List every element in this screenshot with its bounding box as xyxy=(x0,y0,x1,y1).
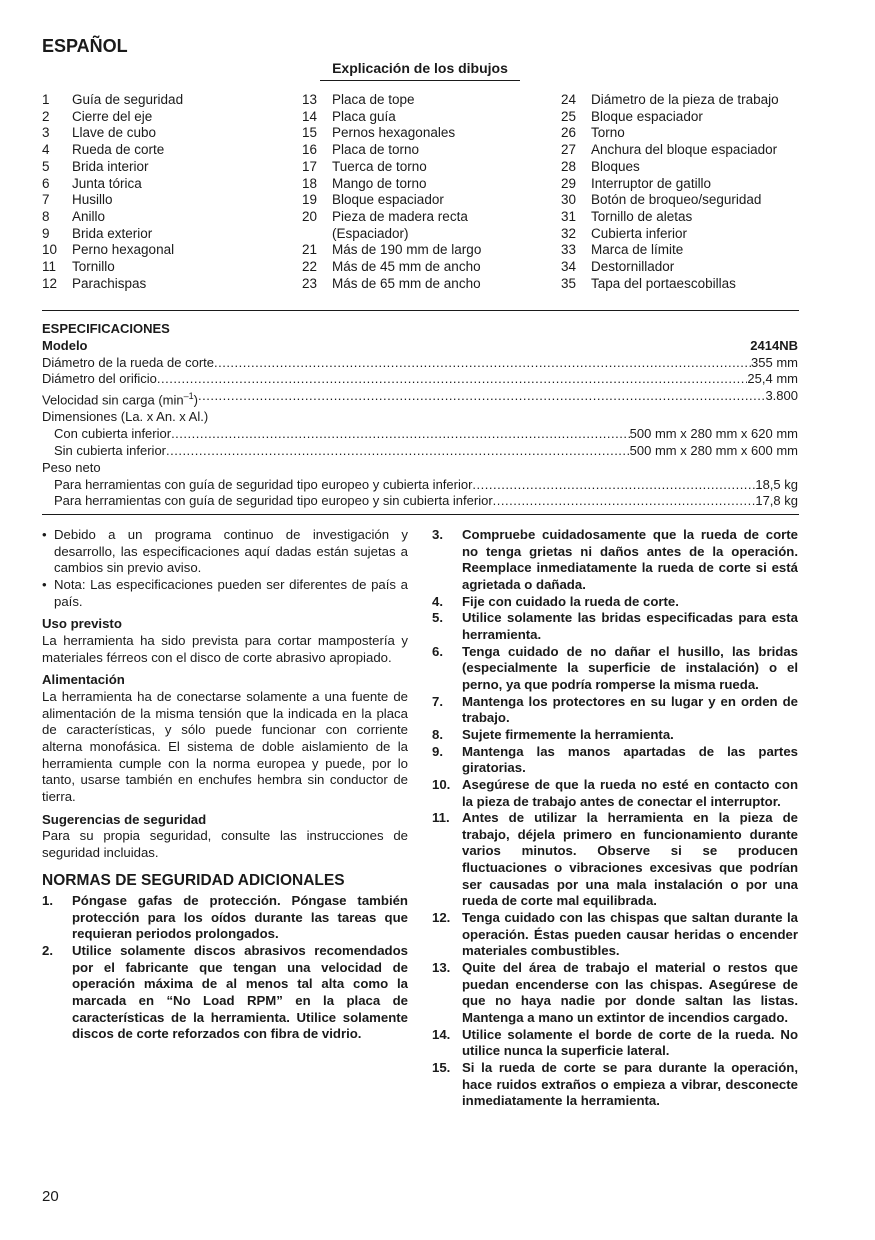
legend-item-number: 26 xyxy=(561,125,577,141)
rule-number: 1. xyxy=(42,893,53,909)
legend-item-label: Parachispas xyxy=(72,275,147,291)
legend-item-label: Bloque espaciador xyxy=(332,192,444,208)
legend-item-number: 17 xyxy=(302,158,318,174)
rule-text: Utilice solamente el borde de corte de la rueda. No utilice nunca la superficie lateral. xyxy=(462,1026,798,1059)
spec-label: Con cubierta inferior xyxy=(54,426,172,442)
spec-row xyxy=(42,493,798,510)
spec-value: 500 mm x 280 mm x 620 mm xyxy=(629,426,798,442)
safety-rules-list-left xyxy=(42,893,408,1043)
leader-dots xyxy=(166,443,630,460)
legend-item-label: Tornillo de aletas xyxy=(591,208,693,224)
spec-label: Para herramientas con guía de seguridad tipo europeo y cubierta inferior xyxy=(54,476,473,492)
legend-item-number xyxy=(302,226,332,243)
rule-number: 10. xyxy=(432,776,451,792)
rule-text: Tenga cuidado de no dañar el husillo, las bridas (especialmente la superficie de instalación) o el perno, ya que podría romperse la misma rueda. xyxy=(462,643,798,692)
right-column xyxy=(432,527,798,1110)
legend-item-number: 19 xyxy=(302,192,318,208)
safety-rule-item xyxy=(432,810,798,910)
legend-item xyxy=(561,176,779,193)
legend-item-label: Marca de límite xyxy=(591,242,684,258)
divider-top xyxy=(42,310,799,311)
leader-dots xyxy=(472,477,755,494)
legend-item xyxy=(42,176,183,193)
spec-model-row xyxy=(42,338,798,355)
divider-bottom xyxy=(42,514,799,515)
leader-dots xyxy=(493,493,756,510)
legend-item xyxy=(561,276,779,293)
safety-rule-item xyxy=(432,1027,798,1060)
superscript: –1 xyxy=(183,391,194,402)
legend-item-label: (Espaciador) xyxy=(332,225,409,241)
rule-text: Utilice solamente discos abrasivos recomendados por el fabricante que tengan una velocidad de operación máxima de al menos tal alta como la marcada en “No Load RPM” en la placa de características de la herramienta. Utilice solamente discos de corte reforzados con fibra de vidrio. xyxy=(72,943,408,1042)
legend-item-label: Más de 190 mm de largo xyxy=(332,242,482,258)
legend-item-number: 29 xyxy=(561,175,577,191)
rule-text: Póngase gafas de protección. Póngase también protección para los oídos durante las tareas que requieran periodos prolongados. xyxy=(72,893,408,942)
spec-row xyxy=(42,355,798,372)
legend-item xyxy=(302,242,481,259)
legend-item-number: 1 xyxy=(42,92,50,107)
legend-item-label: Tapa del portaescobillas xyxy=(591,275,736,291)
rule-number: 4. xyxy=(432,593,443,609)
spec-label: Sin cubierta inferior xyxy=(54,442,166,458)
legend-item xyxy=(561,259,779,276)
legend-item xyxy=(42,276,183,293)
legend-item xyxy=(42,209,183,226)
legend-item xyxy=(302,159,481,176)
note-bullet: • Nota: Las especificaciones pueden ser diferentes de país a país. xyxy=(42,576,408,609)
safety-rule-item xyxy=(432,594,798,611)
legend-item-label: Pieza de madera recta xyxy=(332,208,468,224)
legend-item xyxy=(302,125,481,142)
spec-label: Para herramientas con guía de seguridad tipo europeo y sin cubierta inferior xyxy=(54,493,493,509)
legend-item-number: 34 xyxy=(561,259,577,275)
legend-item-number: 10 xyxy=(42,242,58,258)
spec-value: 18,5 kg xyxy=(755,476,798,492)
safety-rule-item xyxy=(432,1060,798,1110)
legend-item xyxy=(42,242,183,259)
legend-item-label: Husillo xyxy=(72,192,113,208)
leader-dots xyxy=(171,426,630,443)
spec-weight-label: Peso neto xyxy=(42,459,101,475)
legend-item xyxy=(302,276,481,293)
legend-item-label: Placa guía xyxy=(332,108,396,124)
legend-item-label: Rueda de corte xyxy=(72,142,165,158)
intended-use-text: La herramienta ha sido prevista para cortar mampostería y materiales férreos con el disco de corte abrasivo apropiado. xyxy=(42,632,408,665)
spec-label: Diámetro de la rueda de corte xyxy=(42,354,214,370)
legend-item-number: 11 xyxy=(42,259,57,275)
spec-value: 25,4 mm xyxy=(747,371,798,387)
safety-rule-item xyxy=(432,610,798,643)
rule-number: 9. xyxy=(432,743,443,759)
safety-rule-item xyxy=(432,644,798,694)
rule-number: 15. xyxy=(432,1060,451,1075)
legend-item-label: Torno xyxy=(591,125,625,141)
legend-item xyxy=(42,142,183,159)
legend-item xyxy=(42,192,183,209)
legend-item xyxy=(302,192,481,209)
spec-value: 355 mm xyxy=(751,354,798,370)
spec-value: 3.800 xyxy=(765,388,798,404)
rule-number: 8. xyxy=(432,726,443,742)
safety-rule-item xyxy=(42,943,408,1043)
specs-title: ESPECIFICACIONES xyxy=(42,321,170,336)
legend-item-number: 27 xyxy=(561,142,577,158)
legend-item xyxy=(561,159,779,176)
rule-number: 3. xyxy=(432,527,443,542)
legend-item-label: Placa de tope xyxy=(332,92,415,107)
legend-item-label: Anchura del bloque espaciador xyxy=(591,142,778,158)
legend-item xyxy=(561,142,779,159)
legend-item-label: Bloques xyxy=(591,158,640,174)
spec-dimensions-label: Dimensiones (La. x An. x Al.) xyxy=(42,409,209,425)
bullet-glyph: • xyxy=(42,527,47,542)
intended-use-title: Uso previsto xyxy=(42,616,122,632)
spec-row xyxy=(42,426,798,443)
spec-label: Modelo xyxy=(42,337,88,353)
spec-row xyxy=(42,388,798,409)
legend-column-3 xyxy=(561,92,779,292)
rule-number: 7. xyxy=(432,693,443,709)
legend-item xyxy=(302,109,481,126)
legend-item-number: 23 xyxy=(302,275,318,291)
legend-item-number: 4 xyxy=(42,142,50,158)
spec-row xyxy=(42,443,798,460)
legend-item-label: Cierre del eje xyxy=(72,108,153,124)
rule-text: Utilice solamente las bridas especificadas para esta herramienta. xyxy=(462,610,798,642)
legend-item-number: 24 xyxy=(561,92,577,107)
legend-item-number: 6 xyxy=(42,175,50,191)
spec-value: 500 mm x 280 mm x 600 mm xyxy=(629,442,798,458)
rule-text: Antes de utilizar la herramienta en la pieza de trabajo, déjela primero en funcionamiento durante varios minutos. Observe si se producen fluctuaciones o vibraciones excesivas que podrían ser causadas por una mala instalación o por una rueda de corte mal equilibrada. xyxy=(462,810,798,909)
legend-item xyxy=(302,92,481,109)
legend-item xyxy=(561,92,779,109)
legend-item-number: 18 xyxy=(302,175,318,191)
rule-text: Sujete firmemente la herramienta. xyxy=(462,726,674,742)
spec-value: 17,8 kg xyxy=(755,493,798,509)
rule-number: 12. xyxy=(432,910,451,926)
legend-item-number: 22 xyxy=(302,259,318,275)
spec-row xyxy=(42,371,798,388)
legend-item-number: 35 xyxy=(561,275,577,291)
legend-item-number: 5 xyxy=(42,158,50,174)
legend-item-label: Llave de cubo xyxy=(72,125,157,141)
legend-item-number: 20 xyxy=(302,208,318,224)
legend-item xyxy=(561,242,779,259)
safety-rule-item xyxy=(432,777,798,810)
legend-item-number: 9 xyxy=(42,225,50,241)
legend-item xyxy=(42,92,183,109)
spec-label: Diámetro del orificio xyxy=(42,371,157,387)
note-bullet: • Debido a un programa continuo de investigación y desarrollo, las especificaciones aquí dadas están sujetas a cambios sin previo aviso. xyxy=(42,527,408,576)
legend-item-label: Más de 65 mm de ancho xyxy=(332,275,481,291)
left-column xyxy=(42,527,408,1043)
leader-dots xyxy=(157,371,748,388)
leader-dots xyxy=(198,388,765,409)
spec-row xyxy=(42,477,798,494)
drawings-section-title: Explicación de los dibujos xyxy=(320,60,520,81)
legend-item-label: Perno hexagonal xyxy=(72,242,175,258)
rule-number: 14. xyxy=(432,1026,451,1042)
rule-text: Fije con cuidado la rueda de corte. xyxy=(462,593,679,609)
safety-tips-text: Para su propia seguridad, consulte las instrucciones de seguridad incluidas. xyxy=(42,828,408,860)
legend-item-number: 3 xyxy=(42,125,50,141)
legend-item xyxy=(302,226,481,243)
language-heading: ESPAÑOL xyxy=(42,36,128,56)
legend-item-label: Tornillo xyxy=(72,259,115,275)
rule-text: Tenga cuidado con las chispas que saltan durante la operación. Éstas pueden causar heridas o encender materiales combustibles. xyxy=(462,910,798,959)
legend-item xyxy=(42,259,183,276)
legend-item xyxy=(561,192,779,209)
legend-item-label: Tuerca de torno xyxy=(332,158,427,174)
safety-rule-item xyxy=(432,960,798,1027)
legend-item xyxy=(42,109,183,126)
power-supply-text: La herramienta ha de conectarse solamente a una fuente de alimentación de la misma tensión que la indicada en la placa de características, y sólo puede funcionar con corriente alterna monofásica. El sistema de doble aislamiento de la herramienta cumple con la norma europea y puede, por lo tanto, usarse también en enchufes hembra sin conductor de tierra. xyxy=(42,688,408,804)
legend-item-label: Brida exterior xyxy=(72,225,153,241)
legend-item-number: 32 xyxy=(561,225,577,241)
legend-column-2 xyxy=(302,92,481,292)
rule-text: Si la rueda de corte se para durante la operación, hace ruidos extraños o empieza a vibrar, desconecte inmediatamente la herramienta. xyxy=(462,1060,798,1109)
legend-item xyxy=(561,209,779,226)
legend-item-number: 33 xyxy=(561,242,577,258)
legend-item-number: 2 xyxy=(42,108,50,124)
legend-item xyxy=(42,159,183,176)
legend-item xyxy=(561,226,779,243)
legend-item-number: 30 xyxy=(561,192,577,208)
safety-rule-item xyxy=(432,744,798,777)
legend-item-number: 8 xyxy=(42,208,50,224)
safety-rule-item xyxy=(432,910,798,960)
legend-item-label: Botón de broqueo/seguridad xyxy=(591,192,762,208)
legend-item-label: Mango de torno xyxy=(332,175,427,191)
safety-rule-item xyxy=(432,694,798,727)
safety-tips-title: Sugerencias de seguridad xyxy=(42,811,207,827)
rule-number: 6. xyxy=(432,643,443,659)
legend-item-number: 28 xyxy=(561,158,577,174)
bullet-glyph: • xyxy=(42,576,47,592)
legend-item-label: Brida interior xyxy=(72,158,149,174)
legend-item-label: Destornillador xyxy=(591,259,675,275)
legend-item-number: 25 xyxy=(561,108,577,124)
legend-item xyxy=(42,125,183,142)
safety-rule-item xyxy=(432,527,798,594)
legend-item-label: Anillo xyxy=(72,208,106,224)
legend-item xyxy=(302,259,481,276)
legend-item-label: Junta tórica xyxy=(72,175,142,191)
legend-item-number: 7 xyxy=(42,192,50,208)
safety-rule-item xyxy=(42,893,408,943)
legend-item-label: Bloque espaciador xyxy=(591,108,703,124)
rule-text: Asegúrese de que la rueda no esté en contacto con la pieza de trabajo antes de conectar el interruptor. xyxy=(462,776,798,809)
rule-number: 2. xyxy=(42,943,53,959)
legend-item xyxy=(42,226,183,243)
rule-number: 13. xyxy=(432,960,451,976)
leader-dots xyxy=(214,355,751,372)
legend-item-label: Más de 45 mm de ancho xyxy=(332,259,481,275)
legend-item-number: 31 xyxy=(561,208,577,224)
power-supply-title: Alimentación xyxy=(42,672,125,688)
specifications-table xyxy=(42,321,798,510)
legend-item-label: Placa de torno xyxy=(332,142,420,158)
legend-column-1 xyxy=(42,92,183,292)
rule-text: Compruebe cuidadosamente que la rueda de corte no tenga grietas ni daños antes de la operación. Reemplace inmediatamente la rueda de corte si está agrietada o dañada. xyxy=(462,527,798,592)
legend-item-number: 14 xyxy=(302,108,318,124)
rule-text: Mantenga las manos apartadas de las partes giratorias. xyxy=(462,743,798,776)
legend-item-number: 13 xyxy=(302,92,318,107)
legend-item-label: Interruptor de gatillo xyxy=(591,175,712,191)
rule-text: Quite del área de trabajo el material o restos que puedan encenderse con las chispas. Asegúrese de que no haya nadie por donde saltan las listas. Mantenga a mano un extintor de incendios cargado. xyxy=(462,960,798,1026)
legend-item-number: 15 xyxy=(302,125,318,141)
legend-item-label: Diámetro de la pieza de trabajo xyxy=(591,92,779,107)
legend-item xyxy=(302,142,481,159)
spec-label: Velocidad sin carga $(\min^{-1})$ xyxy=(42,391,198,408)
safety-rules-list-right xyxy=(432,527,798,1110)
safety-rule-item xyxy=(432,727,798,744)
page-number: 20 xyxy=(42,1188,59,1205)
legend-item xyxy=(561,125,779,142)
legend-item-number: 16 xyxy=(302,142,318,158)
legend-item-label: Pernos hexagonales xyxy=(332,125,456,141)
legend-item-number: 12 xyxy=(42,275,58,291)
legend-item-number: 21 xyxy=(302,242,318,258)
legend-item xyxy=(561,109,779,126)
rule-number: 11. xyxy=(432,810,450,826)
spec-value: 2414NB xyxy=(750,337,798,353)
legend-item-label: Cubierta inferior xyxy=(591,225,688,241)
additional-safety-rules-heading: NORMAS DE SEGURIDAD ADICIONALES xyxy=(42,872,345,890)
rule-number: 5. xyxy=(432,610,443,626)
legend-item xyxy=(302,209,481,226)
legend-item-label: Guía de seguridad xyxy=(72,92,184,107)
legend-item xyxy=(302,176,481,193)
rule-text: Mantenga los protectores en su lugar y en orden de trabajo. xyxy=(462,693,798,726)
